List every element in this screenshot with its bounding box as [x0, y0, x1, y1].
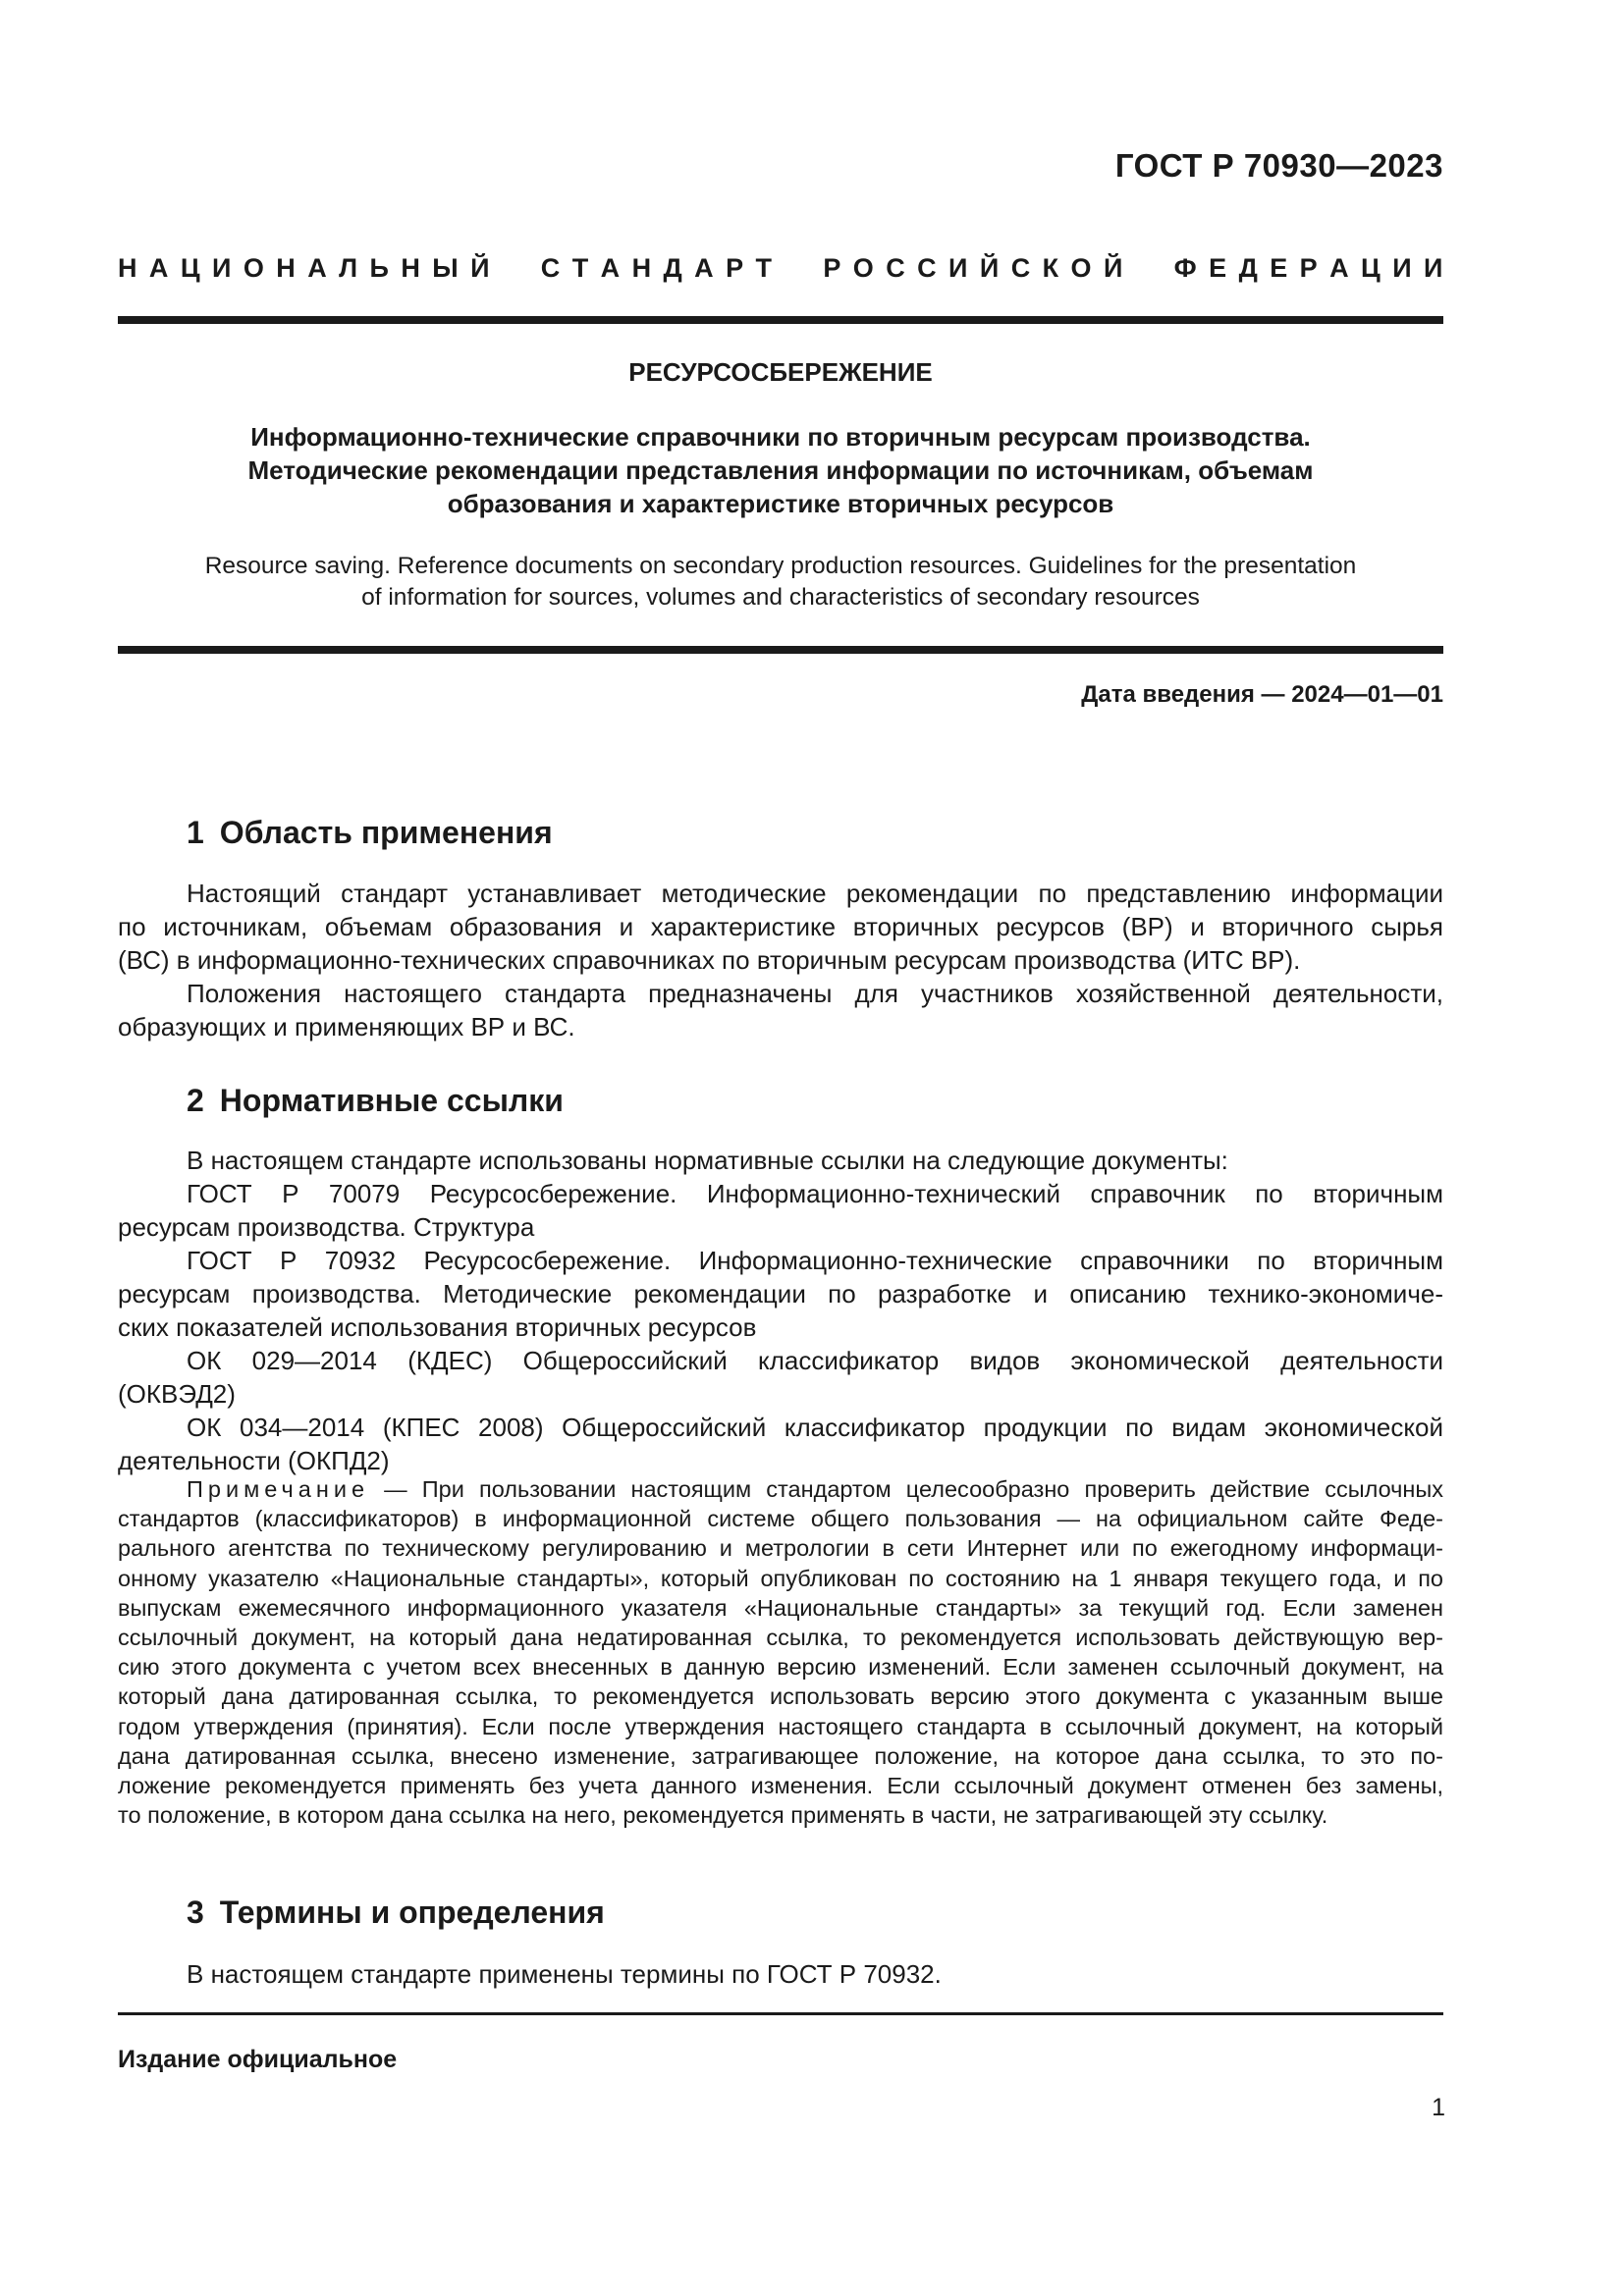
section-title: Нормативные ссылки: [219, 1083, 564, 1118]
note-line: стандартов (классификаторов) в информационной системе общего пользования — на официальном сайте Феде-: [118, 1506, 1443, 1532]
banner-letter: Ц: [1361, 253, 1380, 283]
banner-letter: С: [540, 253, 561, 283]
banner-letter: Е: [1270, 253, 1288, 283]
banner-letter: Н: [118, 253, 137, 283]
banner-letter: О: [243, 253, 264, 283]
body-line: В настоящем стандарте применены термины по ГОСТ Р 70932.: [187, 1959, 942, 1989]
body-line: Положения настоящего стандарта предназначены для участников хозяйственной деятельности,: [187, 979, 1443, 1008]
section-1-heading: [187, 815, 553, 851]
standard-title: РЕСУРСОСБЕРЕЖЕНИЕ: [628, 357, 933, 387]
subtitle-line: образования и характеристике вторичных ресурсов: [447, 489, 1114, 518]
section-1-body: [118, 877, 1443, 1043]
note-line: дана датированная ссылка, внесено изменение, затрагивающее положение, на которое дана ссылка, то это по-: [118, 1742, 1443, 1769]
reference-line: ГОСТ Р 70079 Ресурсосбережение. Информационно-технический справочник по вторичным: [187, 1179, 1443, 1208]
header-rule: [118, 316, 1443, 324]
page-number: 1: [1432, 2094, 1445, 2121]
banner-letter: Ц: [180, 253, 200, 283]
section-2-body: [118, 1144, 1443, 1477]
reference-line: деятельности (ОКПД2): [118, 1446, 390, 1475]
body-line: В настоящем стандарте использованы нормативные ссылки на следующие документы:: [187, 1146, 1228, 1175]
banner-letter: Ы: [432, 253, 459, 283]
body-line: по источникам, объемам образования и характеристике вторичных ресурсов (ВР) и вторичного сырья: [118, 912, 1443, 941]
banner-letter: Ф: [1173, 253, 1197, 283]
section-3-body: [118, 1957, 1443, 1991]
banner-letter: С: [917, 253, 937, 283]
reference-line: ГОСТ Р 70932 Ресурсосбережение. Информационно-технические справочники по вторичным: [187, 1246, 1443, 1275]
reference-line: ских показателей использования вторичных ресурсов: [118, 1312, 757, 1342]
banner-letter: Й: [470, 253, 490, 283]
english-title: [157, 551, 1404, 614]
section-number: 1: [187, 815, 204, 850]
banner-letter: Р: [823, 253, 841, 283]
banner-gap: [784, 253, 791, 284]
banner-letter: Р: [1299, 253, 1318, 283]
note-line: ссылочный документ, на который дана недатированная ссылка, то рекомендуется использовать действующую вер-: [118, 1625, 1443, 1651]
subtitle-line: Информационно-технические справочники по вторичным ресурсам производства.: [250, 422, 1311, 452]
note-line: то положение, в котором дана ссылка на него, рекомендуется применять в части, не затрагивающей эту ссылку.: [118, 1802, 1328, 1829]
banner-letter: Т: [571, 253, 589, 283]
banner-letter: С: [1010, 253, 1031, 283]
banner-gap: [521, 253, 529, 284]
banner-letter: Д: [1238, 253, 1258, 283]
banner-gap: [1135, 253, 1143, 284]
national-standard-banner: [118, 253, 1443, 284]
note-first-text: — При пользовании настоящим стандартом целесообразно проверить действие ссылочных: [369, 1476, 1443, 1502]
introduction-date: Дата введения — 2024—01—01: [1081, 681, 1443, 708]
banner-letter: Т: [755, 253, 773, 283]
english-title-line: Resource saving. Reference documents on secondary production resources. Guidelines for the presentation: [204, 553, 1357, 579]
document-number: ГОСТ Р 70930—2023: [1114, 147, 1443, 184]
note-label: Примечание: [187, 1476, 370, 1502]
banner-letter: Р: [726, 253, 744, 283]
banner-letter: К: [1042, 253, 1059, 283]
banner-letter: О: [852, 253, 874, 283]
banner-letter: Н: [276, 253, 296, 283]
body-line: (ВС) в информационно-технических справочниках по вторичным ресурсам производства (ИТС ВР).: [118, 945, 1301, 975]
banner-letter: И: [948, 253, 968, 283]
title-rule: [118, 646, 1443, 654]
section-title: Термины и определения: [219, 1895, 605, 1930]
section-title: Область применения: [219, 815, 553, 850]
body-line: Настоящий стандарт устанавливает методические рекомендации по представлению информации: [187, 879, 1443, 908]
banner-letter: И: [212, 253, 232, 283]
section-number: 3: [187, 1895, 204, 1930]
english-title-line: of information for sources, volumes and characteristics of secondary resources: [361, 584, 1200, 611]
standard-subtitle: [157, 420, 1404, 520]
note-line: ложение рекомендуется применять без учета данного изменения. Если ссылочный документ отменен без замены,: [118, 1773, 1443, 1799]
banner-letter: Н: [631, 253, 652, 283]
reference-line: ресурсам производства. Структура: [118, 1212, 535, 1242]
note-line: сию этого документа с учетом всех внесенных в данную версию изменений. Если заменен ссылочный документ, на: [118, 1654, 1443, 1681]
footer-rule: [118, 2012, 1443, 2015]
note-line: годом утверждения (принятия). Если после утверждения настоящего стандарта в ссылочный документ, на который: [118, 1713, 1443, 1739]
banner-letter: Е: [1209, 253, 1227, 283]
banner-letter: Й: [1103, 253, 1123, 283]
banner-letter: С: [886, 253, 905, 283]
banner-letter: А: [148, 253, 169, 283]
banner-gap: [1155, 253, 1163, 284]
banner-letter: А: [1329, 253, 1349, 283]
banner-letter: Ь: [369, 253, 389, 283]
banner-letter: А: [307, 253, 327, 283]
section-number: 2: [187, 1083, 204, 1118]
reference-note: [118, 1474, 1443, 1830]
banner-letter: Й: [979, 253, 1000, 283]
section-3-heading: [187, 1895, 605, 1931]
banner-letter: О: [1070, 253, 1092, 283]
banner-letter: А: [694, 253, 714, 283]
body-line: образующих и применяющих ВР и ВС.: [118, 1012, 575, 1041]
note-line: онному указателю «Национальные стандарты», который опубликован по состоянию на 1 января текущего года, и по: [118, 1565, 1443, 1591]
note-line: рального агентства по техническому регулированию и метрологии в сети Интернет или по ежегодному информаци-: [118, 1535, 1443, 1562]
section-2-heading: [187, 1083, 564, 1119]
banner-letter: А: [600, 253, 621, 283]
note-line: который дана датированная ссылка, то рекомендуется использовать версию этого документа с указанным выше: [118, 1683, 1443, 1710]
banner-gap: [502, 253, 510, 284]
subtitle-line: Методические рекомендации представления информации по источникам, объемам: [247, 455, 1314, 485]
reference-line: ОК 034—2014 (КПЕС 2008) Общероссийский классификатор продукции по видам экономической: [187, 1413, 1443, 1442]
banner-letter: Л: [339, 253, 358, 283]
banner-letter: Д: [663, 253, 682, 283]
official-edition-label: Издание официальное: [118, 2046, 398, 2073]
reference-line: ОК 029—2014 (КДЕС) Общероссийский классификатор видов экономической деятельности: [187, 1346, 1443, 1375]
reference-line: ресурсам производства. Методические рекомендации по разработке и описанию технико-экономиче-: [118, 1279, 1443, 1308]
note-line: [118, 1474, 1443, 1504]
banner-letter: И: [1424, 253, 1443, 283]
reference-line: (ОКВЭД2): [118, 1379, 236, 1409]
banner-letter: И: [1392, 253, 1412, 283]
banner-gap: [803, 253, 811, 284]
note-line: выпускам ежемесячного информационного указателя «Национальные стандарты» за текущий год. Если заменен: [118, 1594, 1443, 1621]
banner-letter: Н: [401, 253, 420, 283]
